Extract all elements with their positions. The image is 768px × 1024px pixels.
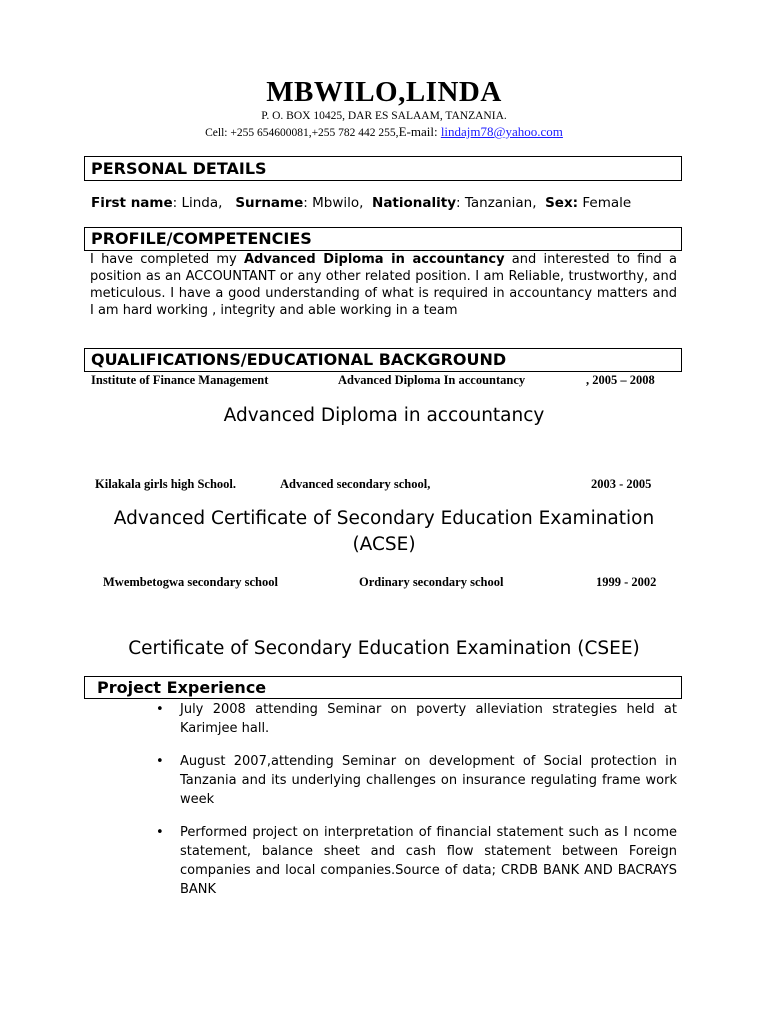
education-level: Ordinary secondary school xyxy=(359,575,504,589)
profile-text-start: I have completed my xyxy=(90,252,244,267)
surname-value: : Mbwilo, xyxy=(303,195,364,211)
education-level: Advanced secondary school, xyxy=(280,477,431,491)
project-list xyxy=(155,700,677,913)
sex-value: Female xyxy=(578,195,632,211)
profile-text-end: and interested to find a position as an ACCOUNTANT or any other related position. I am Reliable, trustworthy, and meticulous. I have a good understanding of what is required in accountancy matters and I am hard working , integrity and able working in a team xyxy=(90,252,677,318)
list-item xyxy=(155,752,677,809)
contact-line xyxy=(0,124,768,140)
institution-name: Kilakala girls high School. xyxy=(95,477,237,491)
resume-name: MBWILO,LINDA xyxy=(266,76,502,108)
first-name-value: : Linda, xyxy=(172,195,223,211)
personal-details xyxy=(91,195,631,211)
bullet-icon: • xyxy=(156,825,164,840)
profile-text-highlight: Advanced Diploma in accountancy xyxy=(243,252,505,267)
institution-name: Mwembetogwa secondary school xyxy=(103,575,278,589)
email-link[interactable]: lindajm78@yahoo.com xyxy=(440,124,563,139)
personal-details-heading: PERSONAL DETAILS xyxy=(84,156,682,181)
award-title: Certificate of Secondary Education Examination (CSEE) xyxy=(128,638,640,659)
surname-label: Surname xyxy=(235,195,304,211)
bullet-icon: • xyxy=(156,754,164,769)
award-title: Advanced Certificate of Secondary Education Examination (ACSE) xyxy=(113,508,655,555)
award-title: Advanced Diploma in accountancy xyxy=(223,405,545,426)
list-item xyxy=(155,700,677,738)
postal-address: P. O. BOX 10425, DAR ES SALAAM, TANZANIA. xyxy=(261,110,507,122)
sex-label: Sex: xyxy=(545,195,579,211)
project-item-text: Performed project on interpretation of financial statement such as I ncome statement, balance sheet and cash flow statement between Foreign companies and local companies.Source of data; CRDB BANK AND BACRAYS BANK xyxy=(180,825,677,897)
education-years: 2003 - 2005 xyxy=(591,477,652,491)
list-item xyxy=(155,823,677,899)
bullet-icon: • xyxy=(156,702,164,717)
education-years: , 2005 – 2008 xyxy=(586,373,655,387)
education-years: 1999 - 2002 xyxy=(596,575,657,589)
profile-heading: PROFILE/COMPETENCIES xyxy=(84,227,682,251)
qualifications-heading: QUALIFICATIONS/EDUCATIONAL BACKGROUND xyxy=(84,348,682,372)
project-item-text: August 2007,attending Seminar on development of Social protection in Tanzania and its underlying challenges on insurance regulating frame work week xyxy=(180,754,677,807)
phone-numbers: Cell: +255 654600081,+255 782 442 255, xyxy=(205,127,399,139)
first-name-label: First name xyxy=(91,195,173,211)
education-level: Advanced Diploma In accountancy xyxy=(338,373,526,387)
nationality-value: : Tanzanian, xyxy=(456,195,537,211)
nationality-label: Nationality xyxy=(372,195,457,211)
profile-text xyxy=(90,251,677,319)
project-experience-heading: Project Experience xyxy=(84,676,682,699)
institution-name: Institute of Finance Management xyxy=(91,373,269,387)
email-label: E-mail: xyxy=(398,124,441,139)
project-item-text: July 2008 attending Seminar on poverty alleviation strategies held at Karimjee hall. xyxy=(180,702,677,736)
